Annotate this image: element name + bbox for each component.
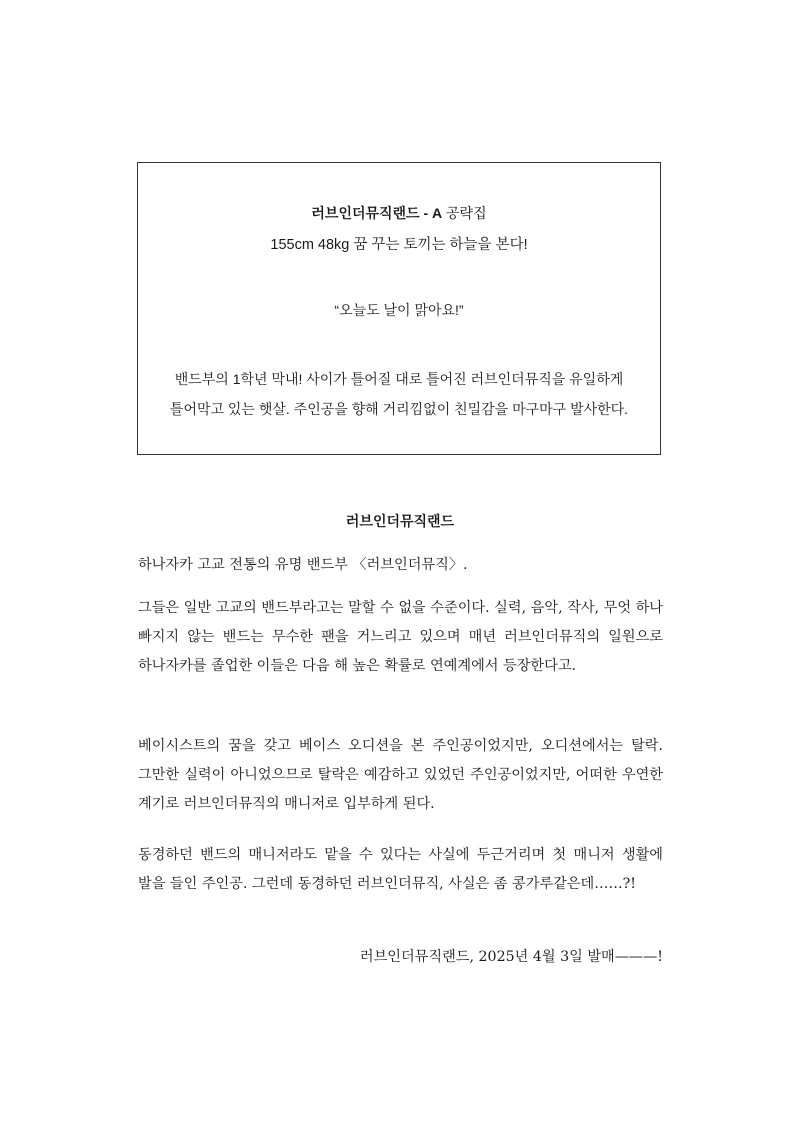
info-box-title-bold: 러브인더뮤직랜드 - A — [311, 205, 443, 221]
info-box-description-line-2: 틀어막고 있는 햇살. 주인공을 향해 거리낌없이 친밀감을 마구마구 발사한다. — [169, 401, 629, 417]
info-box-title-rest: 공략집 — [446, 205, 487, 221]
paragraph-intro: 하나자카 고교 전통의 유명 밴드부 〈러브인더뮤직〉. — [138, 557, 468, 573]
info-box-title — [138, 204, 660, 222]
release-date-line: 러브인더뮤직랜드, 2025년 4월 3일 발매———! — [359, 949, 663, 965]
info-box-description-line-1: 밴드부의 1학년 막내! 사이가 틀어질 대로 틀어진 러브인더뮤직을 유일하게 — [174, 371, 624, 387]
section-title: 러브인더뮤직랜드 — [345, 513, 455, 529]
info-box-quote: “오늘도 날이 맑아요!” — [334, 302, 464, 318]
paragraph-audition: 베이시스트의 꿈을 갖고 베이스 오디션을 본 주인공이었지만, 오디션에서는 탈락. 그만한 실력이 아니었으므로 탈락은 예감하고 있었던 주인공이었지만, 어떠한 우연한 계기로 러브인더뮤직의 매니저로 입부하게 된다. — [138, 738, 663, 812]
paragraph-manager-life: 동경하던 밴드의 매니저라도 맡을 수 있다는 사실에 두근거리며 첫 매니저 생활에 발을 들인 주인공. 그런데 동경하던 러브인더뮤직, 사실은 좀 콩가루같은데……?! — [138, 847, 663, 892]
info-box-tagline: 155cm 48kg 꿈 꾸는 토끼는 하늘을 본다! — [270, 237, 528, 253]
character-info-box — [137, 162, 661, 455]
paragraph-band-description: 그들은 일반 고교의 밴드부라고는 말할 수 없을 수준이다. 실력, 음악, 작사, 무엇 하나 빠지지 않는 밴드는 무수한 팬을 거느리고 있으며 매년 러브인더뮤직의 일원으로 하나자카를 졸업한 이들은 다음 해 높은 확률로 연예계에서 등장한다고. — [138, 600, 663, 674]
